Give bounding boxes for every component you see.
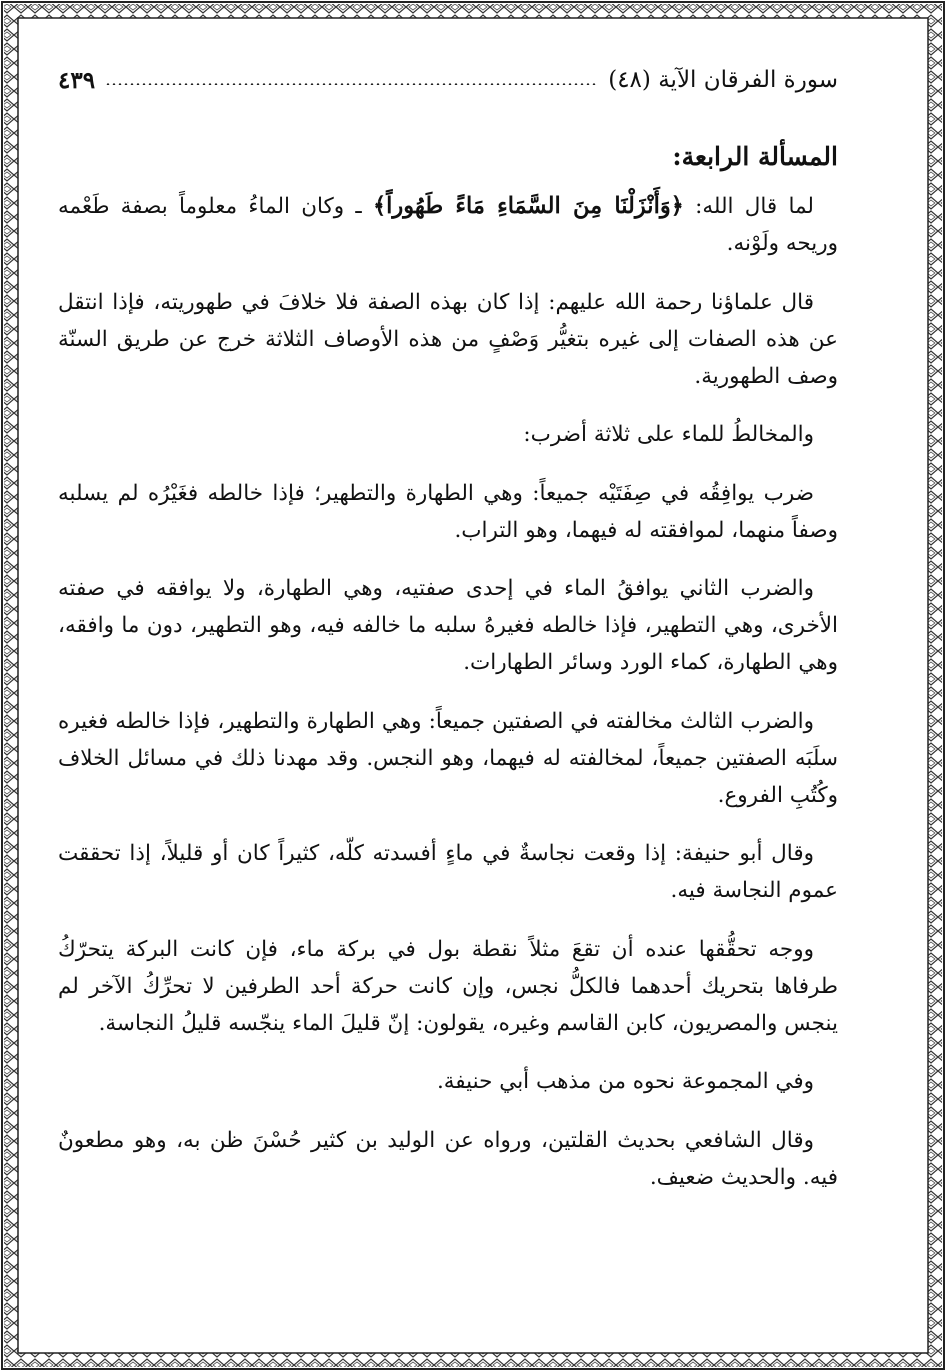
paragraph-8: ووجه تحقُّقها عنده أن تقعَ مثلاً نقطة بول في بركة ماء، فإن كانت البركة يتحرّكُ طرفاها بتحريك أحدهما فالكلُّ نجس، وإن كانت حركة أحد الطرفين لا تحرِّكُ الآخر لم ينجس والمصريون، كابن القاسم وغيره، يقولون: إنّ قليلَ الماء ينجّسه قليلُ النجاسة.: [58, 936, 838, 1036]
quran-verse: ﴿وَأَنْزَلْنَا مِنَ السَّمَاءِ مَاءً طَهُوراً﴾: [372, 193, 684, 219]
page-number: ٤٣٩: [58, 66, 96, 94]
dot-leader: [105, 83, 598, 85]
paragraph-1-intro: لما قال الله:: [683, 194, 814, 219]
paragraph-5: والضرب الثاني يوافقُ الماء في إحدى صفتيه، وهي الطهارة، ولا يوافقه في صفته الأخرى، وهي التطهير، فإذا خالطه فغيرهُ سلبه ما خالفه فيه، وهو التطهير، دون ما وافقه، وهي الطهارة، كماء الورد وسائر الطهارات.: [58, 576, 838, 675]
paragraph-4: ضرب يوافِقُه في صِفَتَيْه جميعاً: وهي الطهارة والتطهير؛ فإذا خالطه فغَيْرُه لم يسلبه وصفاً منهما، لموافقته له فيهما، وهو التراب.: [58, 480, 838, 543]
paragraph-7: وقال أبو حنيفة: إذا وقعت نجاسةٌ في ماءٍ أفسدته كلّه، كثيراً كان أو قليلاً، إذا تحققت عموم النجاسة فيه.: [58, 841, 838, 903]
paragraph-10: وقال الشافعي بحديث القلتين، ورواه عن الوليد بن كثير حُسْنَ ظن به، وهو مطعونٌ فيه. والحديث ضعيف.: [58, 1127, 838, 1190]
section-heading: المسألة الرابعة:: [672, 142, 838, 171]
paragraph-2: قال علماؤنا رحمة الله عليهم: إذا كان بهذه الصفة فلا خلافَ في طهوريته، فإذا انتقل عن هذه الصفات إلى غيره بتغيُّر وَصْفٍ من هذه الأوصاف الثلاثة خرج عن طريق السنّة وصف الطهورية.: [58, 289, 838, 389]
header-title: سورة الفرقان الآية (٤٨): [608, 67, 838, 93]
paragraph-6: والضرب الثالث مخالفته في الصفتين جميعاً: وهي الطهارة والتطهير، فإذا خالطه فغيره سلَبَه الصفتين جميعاً، لمخالفته له فيهما، وهو النجس. وقد مهدنا ذلك في مسائل الخلاف وكُتُبِ الفروع.: [58, 708, 838, 808]
paragraph-1-rest: ـ وكان الماءُ معلوماً بصفة طَعْمه وريحه ولَوْنه.: [58, 194, 838, 256]
paragraph-1: [58, 188, 838, 262]
paragraph-3: والمخالطُ للماء على ثلاثة أضرب:: [523, 422, 814, 447]
running-header: [58, 60, 838, 100]
paragraph-9: وفي المجموعة نحوه من مذهب أبي حنيفة.: [436, 1069, 814, 1094]
book-page: [58, 60, 838, 1300]
